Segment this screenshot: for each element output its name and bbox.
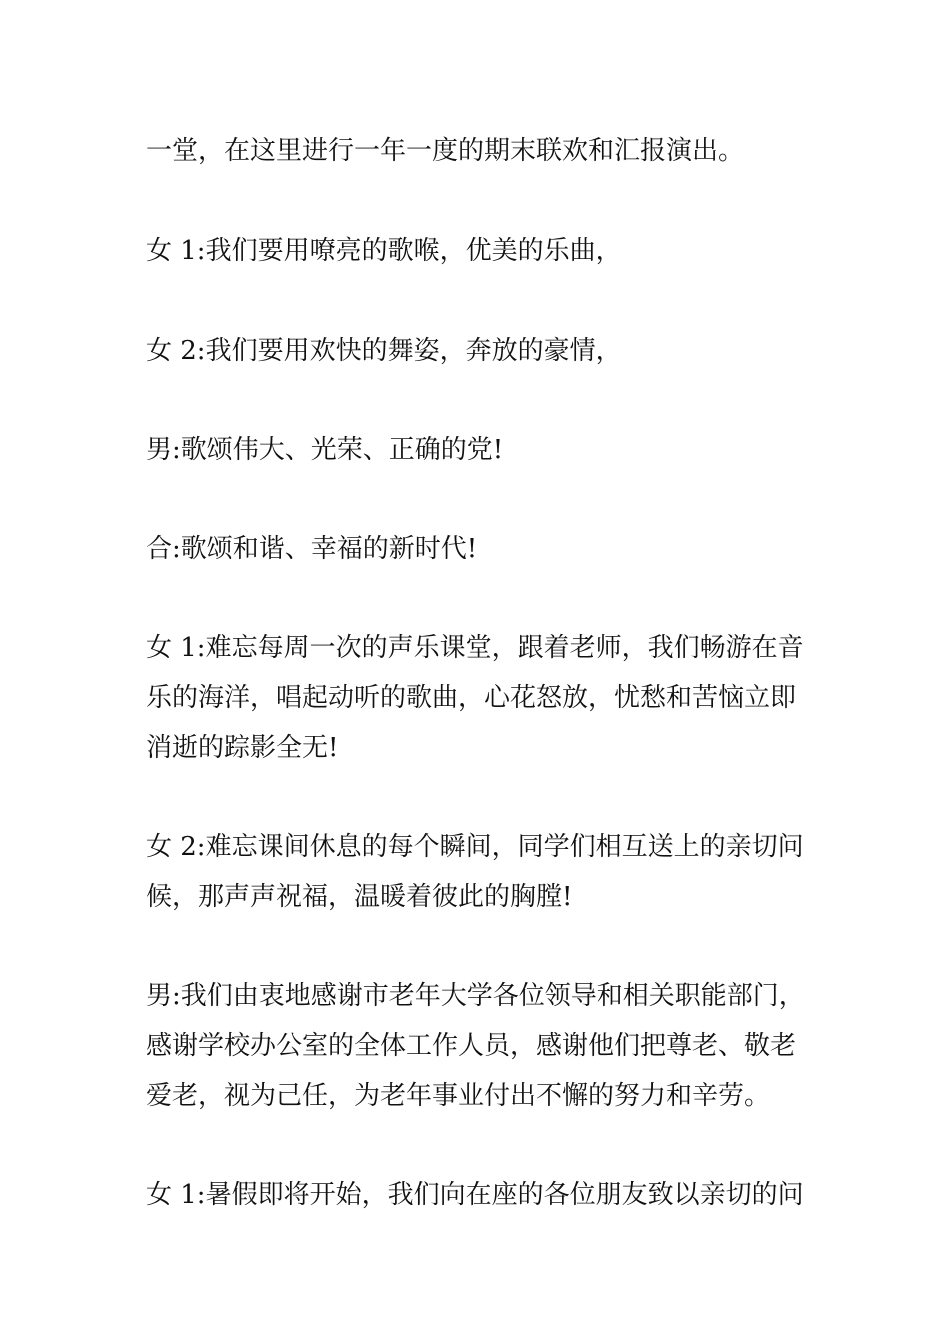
text-line: 女 1:我们要用嘹亮的歌喉，优美的乐曲， [146,236,622,266]
paragraph-female1-intro [146,226,816,276]
paragraph-male-thanks [146,971,816,1121]
text-line: 乐的海洋，唱起动听的歌曲，心花怒放，忧愁和苦恼立即 [146,683,797,713]
paragraph-opening [146,126,816,176]
paragraph-female2-break [146,822,816,922]
text-line: 女 2:难忘课间休息的每个瞬间，同学们相互送上的亲切问 [146,832,804,862]
text-line: 男:歌颂伟大、光荣、正确的党! [146,435,504,465]
paragraph-female1-summer [146,1170,816,1220]
paragraph-female1-class [146,623,816,773]
text-line: 女 1:难忘每周一次的声乐课堂，跟着老师，我们畅游在音 [146,633,804,663]
text-line: 候，那声声祝福，温暖着彼此的胸膛! [146,882,573,912]
text-line: 女 2:我们要用欢快的舞姿，奔放的豪情， [146,336,622,366]
text-line: 女 1:暑假即将开始，我们向在座的各位朋友致以亲切的问 [146,1180,804,1210]
text-line: 一堂，在这里进行一年一度的期末联欢和汇报演出。 [146,136,745,166]
text-line: 爱老，视为己任，为老年事业付出不懈的努力和辛劳。 [146,1081,771,1111]
text-line: 合:歌颂和谐、幸福的新时代! [146,534,478,564]
paragraph-female2-intro [146,326,816,376]
text-line: 男:我们由衷地感谢市老年大学各位领导和相关职能部门， [146,981,805,1011]
paragraph-chorus [146,524,816,574]
text-line: 感谢学校办公室的全体工作人员，感谢他们把尊老、敬老 [146,1031,797,1061]
text-line: 消逝的踪影全无! [146,733,339,763]
paragraph-male-intro [146,425,816,475]
